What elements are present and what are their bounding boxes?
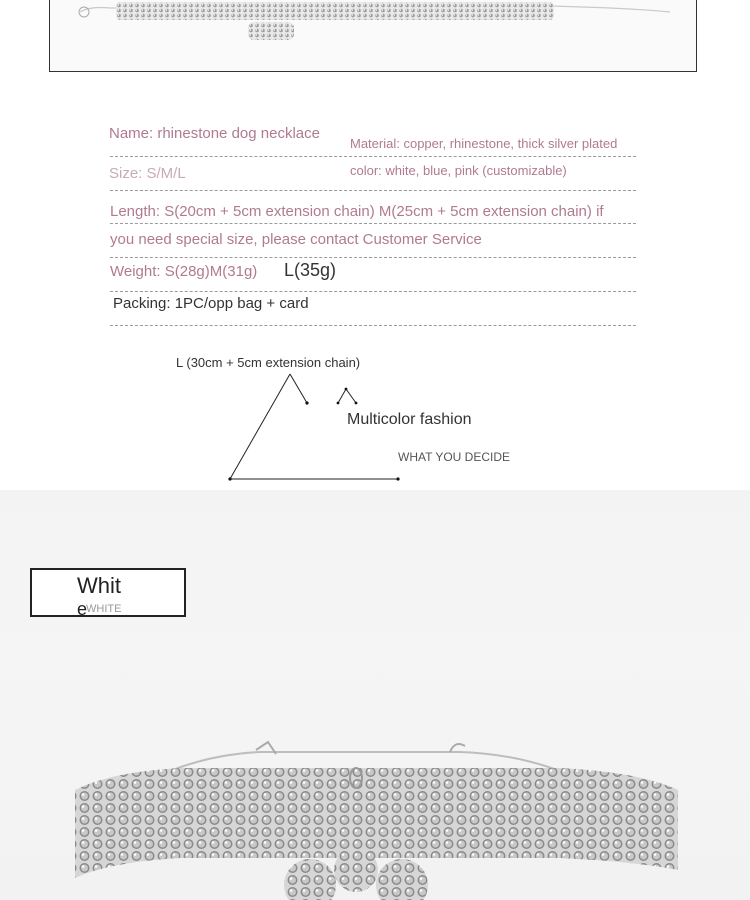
variant-title: Whit bbox=[77, 573, 121, 598]
divider bbox=[110, 156, 636, 157]
divider bbox=[110, 190, 636, 191]
multicolor-heading: Multicolor fashion bbox=[347, 411, 472, 428]
spec-size: Size: S/M/L bbox=[109, 165, 186, 182]
divider bbox=[110, 325, 636, 326]
variant-caption: WHITE bbox=[86, 603, 122, 615]
divider bbox=[110, 257, 636, 258]
divider bbox=[110, 223, 636, 224]
spec-weight: Weight: S(28g)M(31g) bbox=[110, 263, 258, 280]
necklace-top-illustration bbox=[50, 0, 697, 72]
top-product-image bbox=[49, 0, 697, 72]
spec-length-line2: you need special size, please contact Customer Service bbox=[110, 231, 482, 248]
necklace-photo-illustration bbox=[0, 490, 750, 900]
multicolor-subheading: WHAT YOU DECIDE bbox=[398, 450, 511, 464]
divider bbox=[110, 291, 636, 292]
product-photo bbox=[0, 490, 750, 900]
spec-length-line1: Length: S(20cm + 5cm extension chain) M(25cm + 5cm extension chain) if bbox=[110, 203, 604, 220]
spec-weight-large: L(35g) bbox=[284, 260, 337, 280]
length-large-label: L (30cm + 5cm extension chain) bbox=[176, 355, 361, 370]
spec-material: Material: copper, rhinestone, thick silver plated bbox=[350, 136, 618, 151]
variant-title-wrap: e bbox=[77, 599, 88, 619]
spec-name: Name: rhinestone dog necklace bbox=[109, 125, 320, 142]
spec-packing: Packing: 1PC/opp bag + card bbox=[113, 295, 309, 312]
spec-color: color: white, blue, pink (customizable) bbox=[350, 163, 567, 178]
